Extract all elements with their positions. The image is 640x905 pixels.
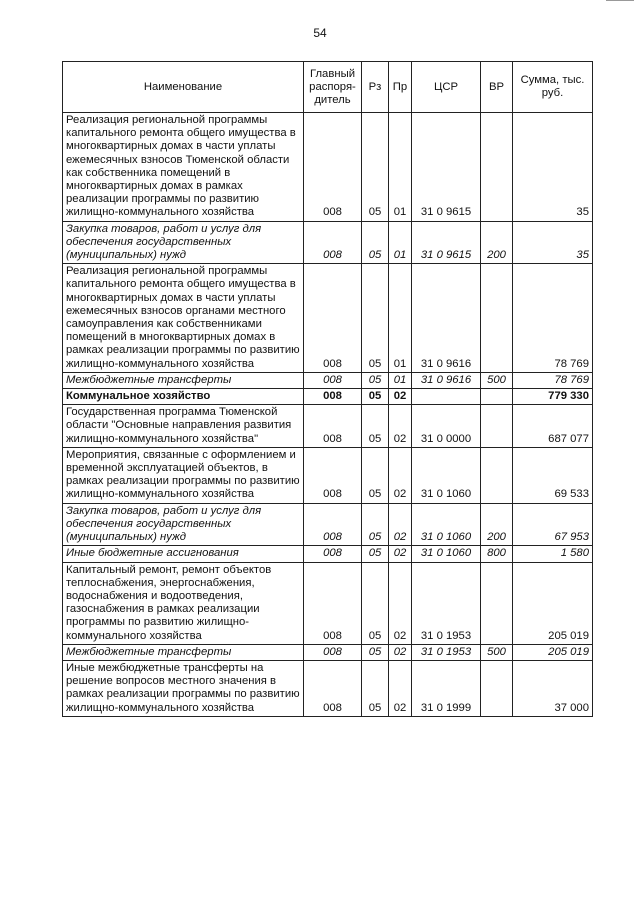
cell-vr: 200 [481, 221, 513, 264]
cell-grbs: 008 [304, 503, 362, 546]
cell-name: Реализация региональной программы капитального ремонта общего имущества в многоквартирных домах в части уплаты ежемесячных взносов Тюменской области как собственника помещений в многоквартирных домах в рамках реализации программы по развитию жилищно-коммунального хозяйства [63, 113, 304, 222]
cell-vr: 500 [481, 372, 513, 388]
cell-pr: 02 [389, 389, 412, 405]
cell-name: Иные бюджетные ассигнования [63, 546, 304, 562]
cell-grbs: 008 [304, 546, 362, 562]
cell-csr: 31 0 9615 [412, 113, 481, 222]
cell-rz: 05 [362, 447, 389, 503]
cell-sum: 69 533 [513, 447, 593, 503]
cell-sum: 78 769 [513, 264, 593, 373]
header-csr: ЦСР [412, 62, 481, 113]
cell-vr [481, 113, 513, 222]
table-body [63, 113, 593, 717]
cell-name: Реализация региональной программы капитального ремонта общего имущества в многоквартирных домах в части уплаты ежемесячных взносов органами местного самоуправления как собственниками помещений в многоквартирных домах в рамках реализации программы по развитию жилищно-коммунального хозяйства [63, 264, 304, 373]
cell-vr [481, 389, 513, 405]
cell-csr: 31 0 1953 [412, 644, 481, 660]
table-row [63, 562, 593, 644]
cell-csr: 31 0 1999 [412, 660, 481, 716]
cell-name: Межбюджетные трансферты [63, 372, 304, 388]
cell-csr: 31 0 9616 [412, 372, 481, 388]
table-row [63, 644, 593, 660]
cell-name: Закупка товаров, работ и услуг для обеспечения государственных (муниципальных) нужд [63, 221, 304, 264]
cell-grbs: 008 [304, 372, 362, 388]
cell-pr: 01 [389, 372, 412, 388]
cell-pr: 02 [389, 503, 412, 546]
cell-rz: 05 [362, 660, 389, 716]
cell-sum: 687 077 [513, 405, 593, 448]
cell-grbs: 008 [304, 405, 362, 448]
header-name: Наименование [63, 62, 304, 113]
cell-name: Капитальный ремонт, ремонт объектов теплоснабжения, энергоснабжения, водоснабжения и водоотведения, газоснабжения в рамках реализации программы по развитию жилищно-коммунального хозяйства [63, 562, 304, 644]
cell-vr [481, 264, 513, 373]
cell-csr: 31 0 9616 [412, 264, 481, 373]
cell-rz: 05 [362, 389, 389, 405]
cell-pr: 02 [389, 644, 412, 660]
cell-name: Межбюджетные трансферты [63, 644, 304, 660]
cell-csr [412, 389, 481, 405]
cell-pr: 01 [389, 264, 412, 373]
page-number: 54 [313, 26, 327, 40]
cell-pr: 02 [389, 447, 412, 503]
cell-sum: 1 580 [513, 546, 593, 562]
table-row [63, 372, 593, 388]
cell-sum: 35 [513, 113, 593, 222]
cell-pr: 02 [389, 546, 412, 562]
header-grbs: Главный распоря-дитель [304, 62, 362, 113]
cell-sum: 37 000 [513, 660, 593, 716]
cell-rz: 05 [362, 221, 389, 264]
header-vr: ВР [481, 62, 513, 113]
cell-name: Государственная программа Тюменской области "Основные направления развития жилищно-коммунального хозяйства" [63, 405, 304, 448]
table-row [63, 221, 593, 264]
cell-sum: 205 019 [513, 644, 593, 660]
cell-rz: 05 [362, 372, 389, 388]
table-row [63, 113, 593, 222]
cell-grbs: 008 [304, 562, 362, 644]
table-row [63, 546, 593, 562]
header-sum: Сумма, тыс. руб. [513, 62, 593, 113]
cell-pr: 02 [389, 660, 412, 716]
cell-pr: 01 [389, 113, 412, 222]
cell-sum: 35 [513, 221, 593, 264]
header-rz: Рз [362, 62, 389, 113]
table-row [63, 405, 593, 448]
cell-vr: 500 [481, 644, 513, 660]
cell-pr: 02 [389, 562, 412, 644]
page-corner-mark [606, 0, 634, 3]
cell-vr: 800 [481, 546, 513, 562]
table-header-row [63, 62, 593, 113]
table-row [63, 389, 593, 405]
cell-rz: 05 [362, 644, 389, 660]
cell-rz: 05 [362, 503, 389, 546]
cell-grbs: 008 [304, 660, 362, 716]
cell-rz: 05 [362, 562, 389, 644]
budget-table [62, 61, 593, 717]
cell-rz: 05 [362, 113, 389, 222]
cell-pr: 02 [389, 405, 412, 448]
cell-vr [481, 562, 513, 644]
cell-rz: 05 [362, 264, 389, 373]
table-row [63, 660, 593, 716]
cell-csr: 31 0 1953 [412, 562, 481, 644]
table-row [63, 503, 593, 546]
table-row [63, 447, 593, 503]
cell-grbs: 008 [304, 644, 362, 660]
cell-grbs: 008 [304, 113, 362, 222]
cell-csr: 31 0 0000 [412, 405, 481, 448]
table-row [63, 264, 593, 373]
cell-rz: 05 [362, 405, 389, 448]
cell-name: Закупка товаров, работ и услуг для обеспечения государственных (муниципальных) нужд [63, 503, 304, 546]
cell-sum: 779 330 [513, 389, 593, 405]
cell-rz: 05 [362, 546, 389, 562]
cell-pr: 01 [389, 221, 412, 264]
cell-vr: 200 [481, 503, 513, 546]
cell-csr: 31 0 1060 [412, 447, 481, 503]
cell-name: Иные межбюджетные трансферты на решение вопросов местного значения в рамках реализации программы по развитию жилищно-коммунального хозяйства [63, 660, 304, 716]
cell-name: Мероприятия, связанные с оформлением и временной эксплуатацией объектов, в рамках реализации программы по развитию жилищно-коммунального хозяйства [63, 447, 304, 503]
cell-name: Коммунальное хозяйство [63, 389, 304, 405]
cell-vr [481, 447, 513, 503]
cell-vr [481, 660, 513, 716]
cell-csr: 31 0 1060 [412, 503, 481, 546]
cell-grbs: 008 [304, 447, 362, 503]
cell-sum: 67 953 [513, 503, 593, 546]
cell-grbs: 008 [304, 389, 362, 405]
cell-csr: 31 0 9615 [412, 221, 481, 264]
cell-sum: 205 019 [513, 562, 593, 644]
cell-csr: 31 0 1060 [412, 546, 481, 562]
header-pr: Пр [389, 62, 412, 113]
cell-grbs: 008 [304, 264, 362, 373]
cell-sum: 78 769 [513, 372, 593, 388]
cell-vr [481, 405, 513, 448]
cell-grbs: 008 [304, 221, 362, 264]
